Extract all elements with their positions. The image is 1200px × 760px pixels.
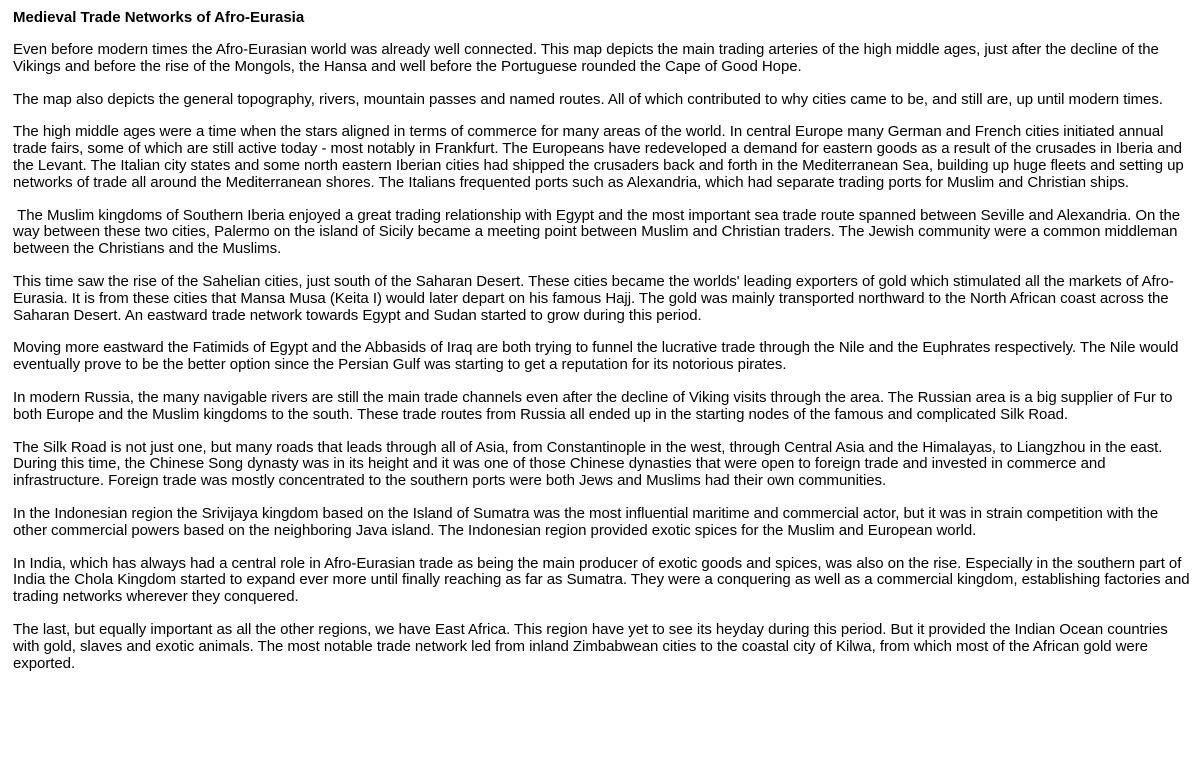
paragraph-russia: In modern Russia, the many navigable rivers are still the main trade channels even after the decline of Viking visits through the area. The Russian area is a big supplier of Fur to both Europe and the Muslim kingdoms to the south. These trade routes from Russia all ended up in the starting nodes of the famous and complicated Silk Road.	[13, 388, 1177, 423]
document-title: Medieval Trade Networks of Afro-Eurasia	[13, 9, 305, 26]
paragraph-indonesia: In the Indonesian region the Srivijaya kingdom based on the Island of Sumatra was the most influential maritime and commercial actor, but it was in strain competition with the other commercial powers based on the neighboring Java island. The Indonesian region provided exotic spices for the Muslim and European world.	[13, 504, 1163, 539]
paragraph-fatimids-abbasids: Moving more eastward the Fatimids of Egypt and the Abbasids of Iraq are both trying to funnel the lucrative trade through the Nile and the Euphrates respectively. The Nile would eventually prove to be the better option since the Persian Gulf was starting to get a reputation for its notorious pirates.	[13, 339, 1183, 374]
paragraph-silk-road: The Silk Road is not just one, but many roads that leads through all of Asia, from Constantinople in the west, through Central Asia and the Himalayas, to Liangzhou in the east. During this time, the Chinese Song dynasty was in its height and it was one of those Chinese dynasties that were open to foreign trade and invested in commerce and infrastructure. Foreign trade was mostly concentrated to the southern ports were both Jews and Muslims had their own communities.	[13, 438, 1167, 490]
paragraph-southern-iberia: The Muslim kingdoms of Southern Iberia enjoyed a great trading relationship with Egypt and the most important sea trade route spanned between Seville and Alexandria. On the way between these two cities, Palermo on the island of Sicily became a meeting point between Muslim and Christian traders. The Jewish community were a common middleman between the Christians and the Muslims.	[13, 206, 1185, 258]
paragraph-intro: Even before modern times the Afro-Eurasian world was already well connected. This map depicts the main trading arteries of the high middle ages, just after the decline of the Vikings and before the rise of the Mongols, the Hansa and well before the Portuguese rounded the Cape of Good Hope.	[13, 41, 1163, 75]
paragraph-sahelian-cities: This time saw the rise of the Sahelian cities, just south of the Saharan Desert. These cities became the worlds' leading exporters of gold which stimulated all the markets of Afro-Eurasia. It is from these cities that Mansa Musa (Keita I) would later depart on his famous Hajj. The gold was mainly transported northward to the North African coast across the Saharan Desert. An eastward trade network towards Egypt and Sudan started to grow during this period.	[13, 272, 1174, 324]
paragraph-map-topography: The map also depicts the general topography, rivers, mountain passes and named routes. All of which contributed to why cities came to be, and still are, up until modern times.	[13, 90, 1163, 108]
paragraph-east-africa: The last, but equally important as all the other regions, we have East Africa. This region have yet to see its heyday during this period. But it provided the Indian Ocean countries with gold, slaves and exotic animals. The most notable trade network led from inland Zimbabwean cities to the coastal city of Kilwa, from which most of the African gold were exported.	[13, 620, 1172, 672]
paragraph-high-middle-ages: The high middle ages were a time when the stars aligned in terms of commerce for many areas of the world. In central Europe many German and French cities initiated annual trade fairs, some of which are still active today - most notably in Frankfurt. The Europeans have redeveloped a demand for eastern goods as a result of the crusades in Iberia and the Levant. The Italian city states and some north eastern Iberian cities had shipped the crusaders back and forth in the Mediterranean Sea, building up huge fleets and setting up networks of trade all around the Mediterranean shores. The Italians frequented ports such as Alexandria, which had separate trading ports for Muslim and Christian ships.	[13, 123, 1188, 191]
paragraph-india: In India, which has always had a central role in Afro-Eurasian trade as being the main producer of exotic goods and spices, was also on the rise. Especially in the southern part of India the Chola Kingdom started to expand ever more until finally reaching as far as Sumatra. They were a conquering as well as a commercial kingdom, establishing factories and trading networks wherever they conquered.	[13, 554, 1194, 606]
